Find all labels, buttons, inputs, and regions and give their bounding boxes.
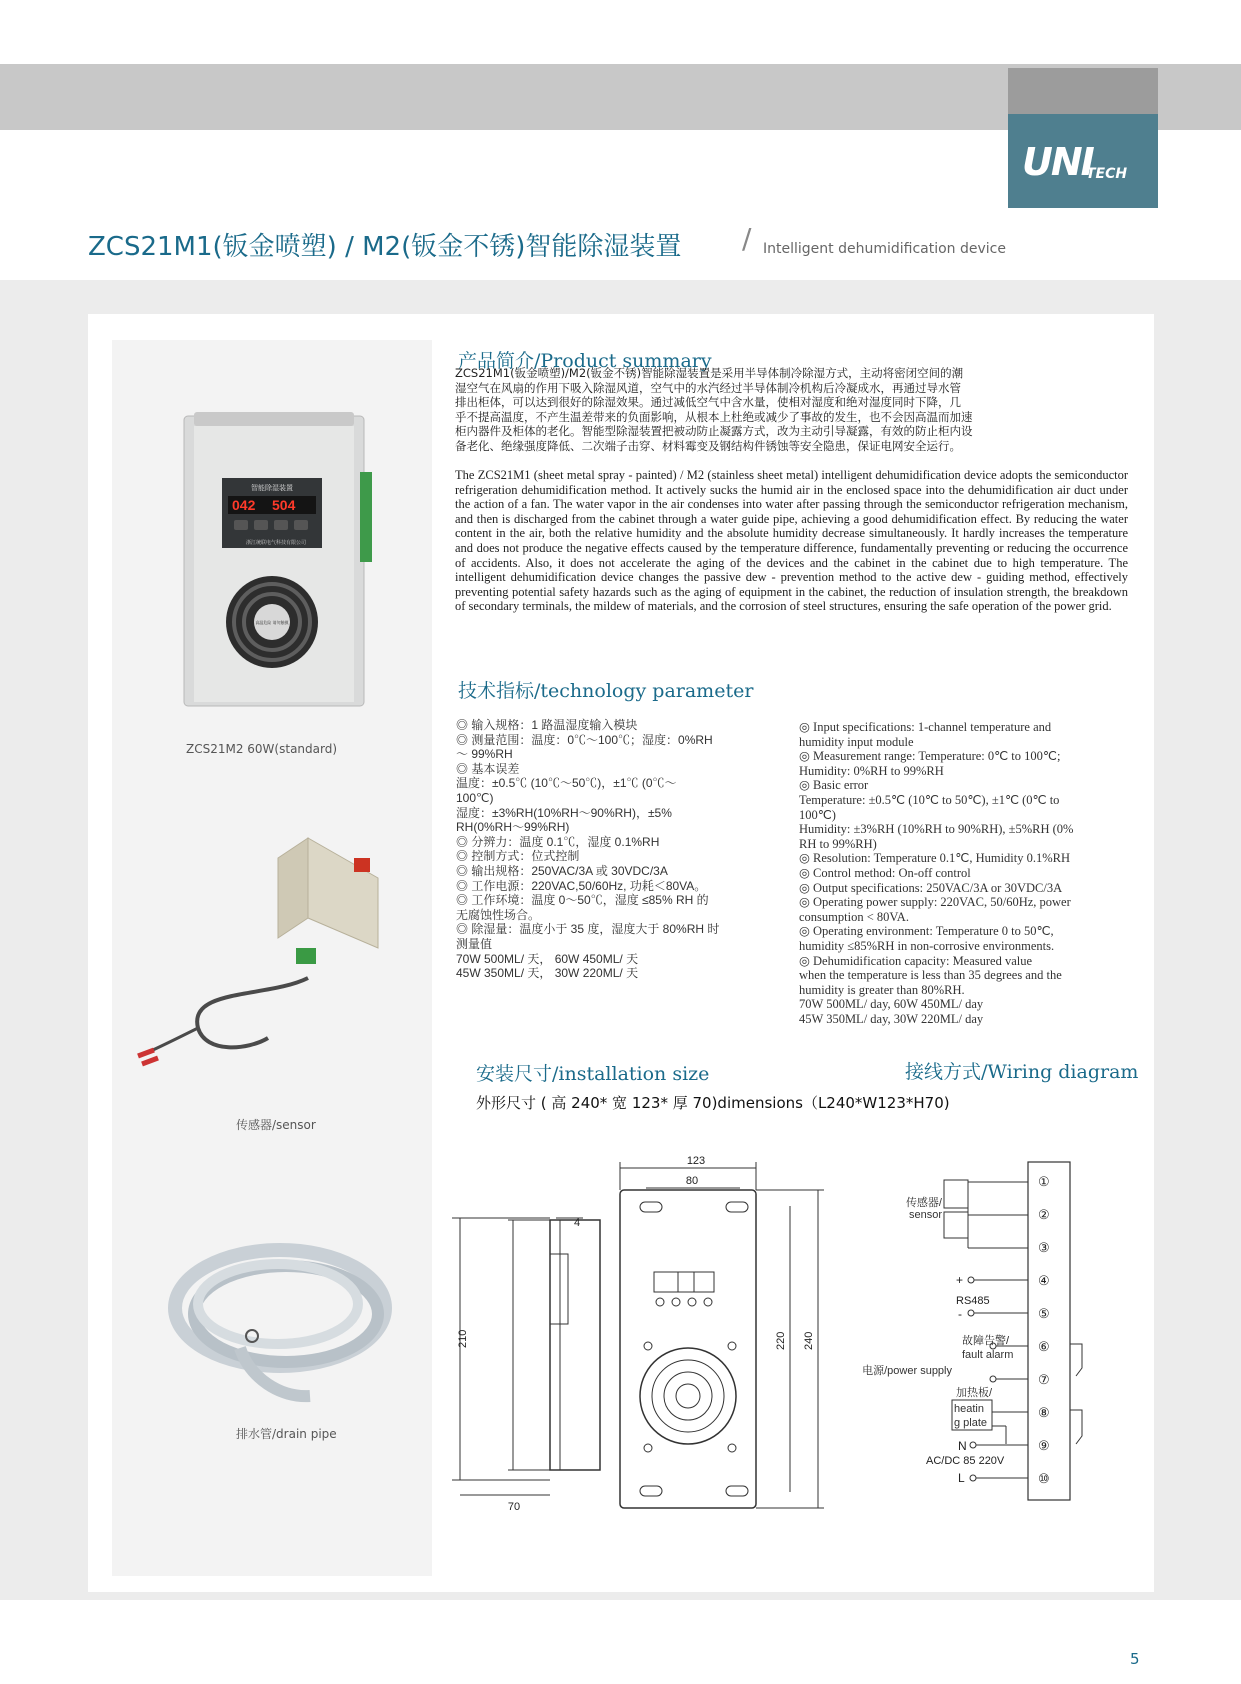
terminal-6: ⑥ <box>1038 1339 1050 1354</box>
summary-cn-line: 乎不提高温度，不产生温差带来的负面影响，从根本上杜绝或减少了事故的发生，也不会因高温而加速 <box>455 409 973 424</box>
brand-logo <box>1008 68 1158 208</box>
summary-en: The ZCS21M1 (sheet metal spray - painted) / M2 (stainless sheet metal) intelligent dehumidification device adopts the semiconductor refrigeration dehumidification method. It actively sucks the humid air in the enclosed space into the dehumidification air duct under the action of a fan. The water vapor in the air condenses into water after passing through the semiconductor refrigeration mechanism, and then is discharged from the cabinet through a water guide pipe, achieving a good dehumidification effect. By reducing the water content in the air, both the relative humidity and the absolute humidity decrease simultaneously. It hardly increases the temperature and does not produce the negative effects caused by the temperature difference, fundamentally preventing or reducing the occurrence of accidents. Also, it does not accelerate the aging of the devices and the cabinet in the cabinet due to high temperature. The intelligent dehumidification device changes the passive dew - prevention method to the active dew - guiding method, effectively preventing potential safety hazards such as the aging of equipment in the cabinet, the reduction of insulation strength, the breakdown of secondary terminals, the mildew of materials, and the corrosion of steel structures, ensuring the safe operation of the power grid. <box>455 468 1128 614</box>
logo-gray-block <box>1008 68 1158 114</box>
heat-label-en1: heatin <box>954 1403 984 1415</box>
tech-cn-line: ◎ 输入规格：1 路温湿度输入模块 <box>456 718 638 732</box>
tech-cn-line: 无腐蚀性场合。 <box>456 907 541 922</box>
l-label: L <box>958 1471 965 1485</box>
terminal-3: ③ <box>1038 1240 1050 1255</box>
main-product-caption: ZCS21M2 60W(standard) <box>186 742 338 756</box>
tech-cn-line: ◎ 测量范围：温度：0℃～100℃；湿度：0%RH <box>456 732 713 747</box>
device-maker-label: 浙江统联电气科技有限公司 <box>245 540 307 546</box>
rs485-plus: + <box>956 1273 964 1287</box>
tech-en-list <box>799 720 1129 1026</box>
dim-210: 210 <box>457 1329 469 1348</box>
terminal-2: ② <box>1038 1207 1050 1222</box>
rs485-minus: - <box>958 1307 962 1321</box>
tech-en-line: ◎ Operating environment: Temperature 0 to 50℃, <box>799 924 1054 939</box>
logo-text: UNI <box>1022 140 1093 184</box>
page-title-en: Intelligent dehumidification device <box>763 241 1006 257</box>
tech-heading: 技术指标/technology parameter <box>458 680 754 702</box>
dim-80: 80 <box>685 1175 699 1187</box>
summary-cn-line: 湿空气在风扇的作用下吸入除湿风道，空气中的水汽经过半导体制冷机构后冷凝成水，再通过导水管 <box>455 380 961 395</box>
tech-cn-list <box>456 718 786 981</box>
summary-cn-line: 柜内器件及柜体的老化。智能型除湿装置把被动防止凝露方式，改为主动引导凝露，有效的防止柜内设 <box>455 424 973 439</box>
rs485-label: RS485 <box>956 1295 990 1307</box>
dim-240: 240 <box>803 1331 815 1350</box>
tech-cn-line: RH(0%RH～99%RH) <box>456 820 570 835</box>
summary-cn <box>455 366 1128 454</box>
tech-en-line: when the temperature is less than 35 degrees and the <box>799 968 1062 983</box>
page-title: ZCS21M1(钣金喷塑) / M2(钣金不锈)智能除湿装置 <box>88 232 682 262</box>
summary-cn-line: 排出柜体，可以达到很好的除湿效果。通过减低空气中含水量，使相对湿度和绝对湿度同时下降，几 <box>455 395 961 410</box>
tech-cn-line: ◎ 工作电源：220VAC,50/60Hz, 功耗＜80VA。 <box>456 878 707 893</box>
terminal-10: ⑩ <box>1038 1471 1050 1486</box>
device-warning-label: 高温危险 请勿触摸 <box>255 620 289 625</box>
tech-en-line: Temperature: ±0.5℃ (10℃ to 50℃), ±1℃ (0℃ to <box>799 792 1060 807</box>
tech-cn-line: ◎ 分辨力：温度 0.1℃，湿度 0.1%RH <box>456 834 660 849</box>
dim-4: 4 <box>574 1217 581 1229</box>
page-number: 5 <box>1130 1650 1140 1668</box>
sensor-caption: 传感器/sensor <box>236 1118 316 1132</box>
dimensions-text: 外形尺寸 ( 高 240* 宽 123* 厚 70)dimensions（L240*W123*H70) <box>476 1094 950 1112</box>
tech-en-line: ◎ Input specifications: 1-channel temperature and <box>799 720 1052 734</box>
dim-220: 220 <box>775 1331 787 1350</box>
sensor-image <box>128 818 408 1068</box>
device-panel-label: 智能除湿装置 <box>251 485 293 492</box>
tech-cn-line: ◎ 控制方式：位式控制 <box>456 849 580 864</box>
terminal-8: ⑧ <box>1038 1405 1050 1420</box>
installation-drawing <box>448 1150 848 1520</box>
terminal-5: ⑤ <box>1038 1306 1050 1321</box>
tech-en-line: Humidity: ±3%RH (10%RH to 90%RH), ±5%RH (0% <box>799 822 1074 837</box>
tech-cn-line: 100℃) <box>456 790 494 805</box>
tech-cn-line: ◎ 除湿量：温度小于 35 度，湿度大于 80%RH 时 <box>456 922 720 937</box>
heat-label-cn: 加热板/ <box>956 1387 993 1399</box>
power-label: 电源/power supply <box>862 1365 952 1377</box>
tech-en-line: 70W 500ML/ day, 60W 450ML/ day <box>799 997 984 1012</box>
title-slash: / <box>742 222 752 255</box>
tech-en-line: ◎ Measurement range: Temperature: 0℃ to 100℃; <box>799 749 1061 764</box>
device-reading-right: 504 <box>272 497 296 513</box>
tech-en-line: ◎ Operating power supply: 220VAC, 50/60Hz, power <box>799 895 1071 910</box>
summary-heading: 产品简介/Product summary <box>458 350 712 372</box>
tech-en-line: consumption < 80VA. <box>799 909 909 924</box>
summary-cn-line: 备老化、绝缘强度降低、二次端子击穿、材料霉变及钢结构件锈蚀等安全隐患，保证电网安全运行。 <box>455 438 961 453</box>
n-label: N <box>958 1439 967 1453</box>
wiring-heading: 接线方式/Wiring diagram <box>905 1061 1139 1083</box>
terminal-4: ④ <box>1038 1273 1050 1288</box>
tech-cn-line: 湿度：±3%RH(10%RH～90%RH)，±5% <box>456 805 672 820</box>
tech-en-line: ◎ Output specifications: 250VAC/3A or 30VDC/3A <box>799 880 1063 895</box>
wiring-diagram <box>846 1160 1086 1506</box>
tech-en-line: 100℃) <box>799 807 836 822</box>
tech-en-line: ◎ Basic error <box>799 778 869 793</box>
dim-70: 70 <box>507 1501 521 1513</box>
tech-en-line: ◎ Dehumidification capacity: Measured value <box>799 953 1033 968</box>
terminal-9: ⑨ <box>1038 1438 1050 1453</box>
fault-label-cn: 故障告警/ <box>962 1335 1010 1347</box>
sensor-label-en: sensor <box>908 1209 942 1221</box>
tech-en-line: ◎ Control method: On-off control <box>799 865 971 880</box>
tech-cn-line: 45W 350ML/ 天， 30W 220ML/ 天 <box>456 966 639 981</box>
dehumidifier-device-image <box>180 412 390 712</box>
tech-cn-line: 温度：±0.5℃ (10℃～50℃)，±1℃ (0℃～ <box>456 776 677 791</box>
tech-en-line: ◎ Resolution: Temperature 0.1℃, Humidity 0.1%RH <box>799 851 1071 866</box>
acdc-label: AC/DC 85 220V <box>926 1455 1005 1467</box>
logo-subtext: TECH <box>1086 166 1128 182</box>
tech-cn-line: ◎ 基本误差 <box>456 761 520 776</box>
tech-cn-line: ～ 99%RH <box>456 747 513 762</box>
terminal-1: ① <box>1038 1174 1050 1189</box>
heat-label-en2: g plate <box>954 1417 988 1429</box>
fault-label-en: fault alarm <box>962 1349 1014 1361</box>
sensor-label-cn: 传感器/ <box>905 1197 942 1209</box>
device-reading-left: 042 <box>232 497 256 513</box>
tech-en-line: humidity input module <box>799 734 914 749</box>
tech-en-line: Humidity: 0%RH to 99%RH <box>799 763 944 778</box>
drain-pipe-caption: 排水管/drain pipe <box>236 1427 337 1441</box>
drain-pipe-image <box>160 1218 400 1418</box>
tech-cn-line: ◎ 输出规格：250VAC/3A 或 30VDC/3A <box>456 863 668 878</box>
tech-en-line: humidity ≤85%RH in non-corrosive environments. <box>799 938 1055 953</box>
tech-en-line: RH to 99%RH) <box>799 836 877 851</box>
tech-cn-line: 70W 500ML/ 天， 60W 450ML/ 天 <box>456 951 639 966</box>
tech-en-line: 45W 350ML/ day, 30W 220ML/ day <box>799 1011 984 1026</box>
dim-123: 123 <box>686 1155 706 1167</box>
install-heading: 安装尺寸/installation size <box>476 1063 710 1085</box>
tech-cn-line: 测量值 <box>456 936 493 951</box>
tech-cn-line: ◎ 工作环境：温度 0～50℃，湿度 ≤85% RH 的 <box>456 893 709 908</box>
summary-cn-line: ZCS21M1(钣金喷塑)/M2(钣金不锈)智能除湿装置是采用半导体制冷除湿方式，主动将密闭空间的潮 <box>455 366 964 380</box>
terminal-7: ⑦ <box>1038 1372 1050 1387</box>
tech-en-line: humidity is greater than 80%RH. <box>799 982 965 997</box>
